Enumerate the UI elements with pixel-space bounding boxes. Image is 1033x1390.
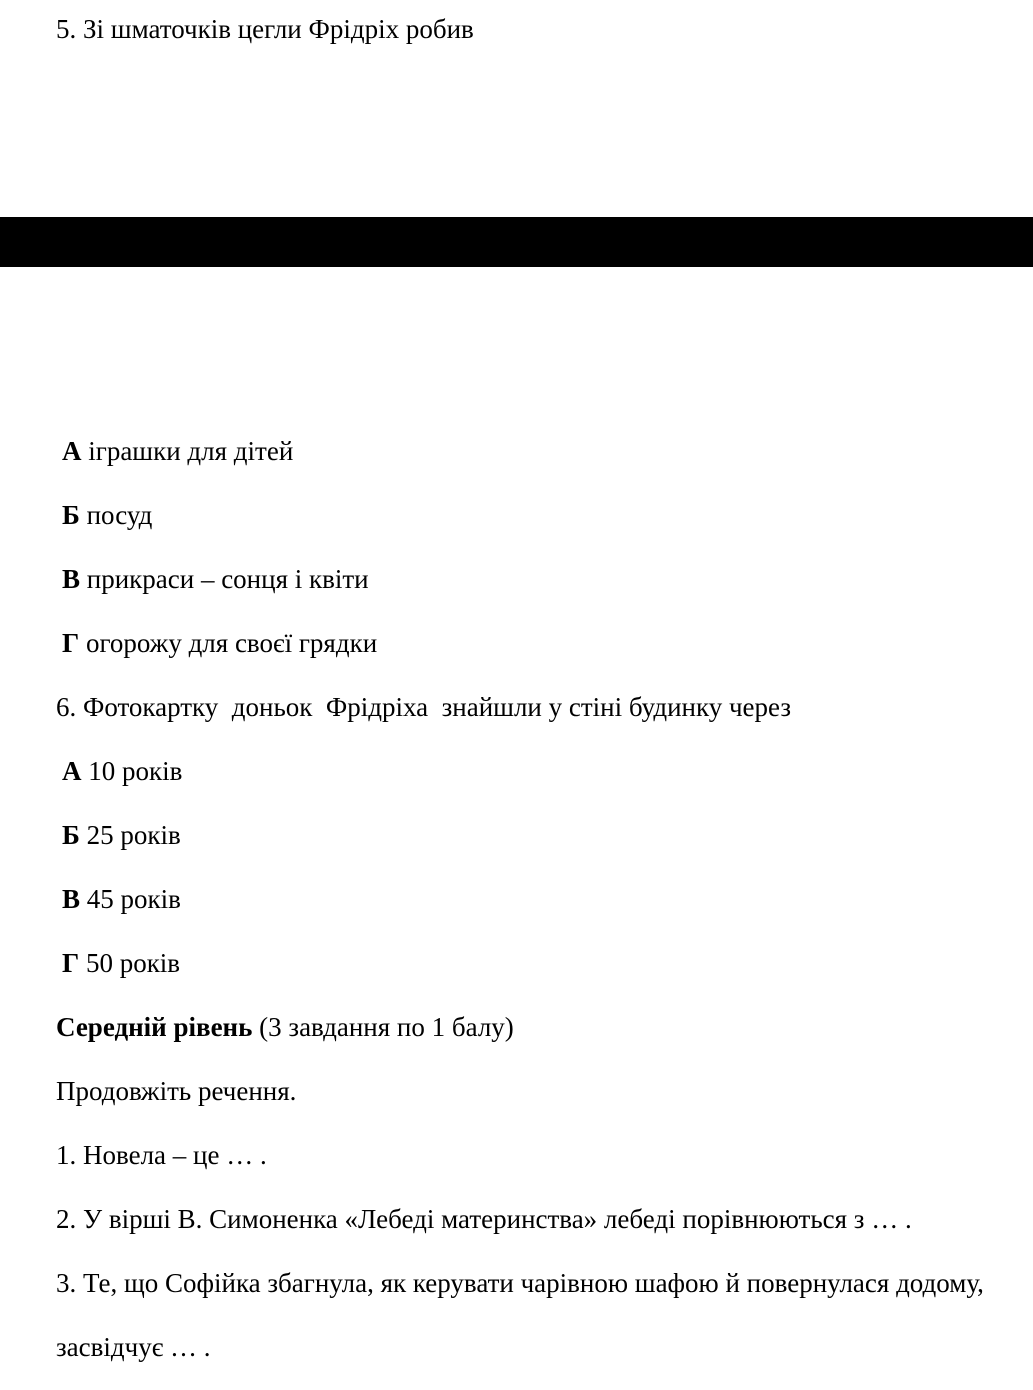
question-6-text: 6. Фотокартку доньок Фрідріха знайшли у стіні будинку через <box>56 692 792 722</box>
option-letter: Б <box>62 500 80 530</box>
option-text: посуд <box>86 500 153 530</box>
option-letter: В <box>62 564 81 594</box>
q5-option-d <box>62 626 377 660</box>
section-note: (3 завдання по 1 балу) <box>259 1012 514 1042</box>
option-text: 50 років <box>85 948 181 978</box>
q6-option-a <box>62 754 182 788</box>
task-item-2: 2. У вірші В. Симоненка «Лебеді материнства» лебеді порівнюються з … . <box>56 1204 912 1234</box>
task-item-1: 1. Новела – це … . <box>56 1140 267 1170</box>
section-title: Середній рівень <box>56 1012 253 1042</box>
option-letter: Г <box>62 628 80 658</box>
question-5-text: 5. Зі шматочків цегли Фрідріх робив <box>56 14 474 44</box>
option-text: іграшки для дітей <box>88 436 294 466</box>
q6-option-c <box>62 882 181 916</box>
q6-option-d <box>62 946 180 980</box>
option-text: огорожу для своєї грядки <box>85 628 378 658</box>
option-text: 10 років <box>88 756 183 786</box>
option-text: прикраси – сонця і квіти <box>86 564 369 594</box>
option-letter: Г <box>62 948 80 978</box>
option-text: 45 років <box>86 884 181 914</box>
option-letter: А <box>62 756 82 786</box>
q5-option-a <box>62 434 293 468</box>
option-letter: В <box>62 884 81 914</box>
q5-option-b <box>62 498 152 532</box>
section-instruction: Продовжіть речення. <box>56 1076 297 1106</box>
section-heading <box>56 1010 514 1044</box>
task-item-3: 3. Те, що Софійка збагнула, як керувати чарівною шафою й повернулася додому, <box>56 1268 984 1298</box>
option-letter: А <box>62 436 82 466</box>
option-letter: Б <box>62 820 80 850</box>
q5-option-c <box>62 562 369 596</box>
redaction-bar <box>0 217 1033 267</box>
option-text: 25 років <box>86 820 181 850</box>
task-item-3-continuation: засвідчує … . <box>56 1332 211 1362</box>
q6-option-b <box>62 818 181 852</box>
